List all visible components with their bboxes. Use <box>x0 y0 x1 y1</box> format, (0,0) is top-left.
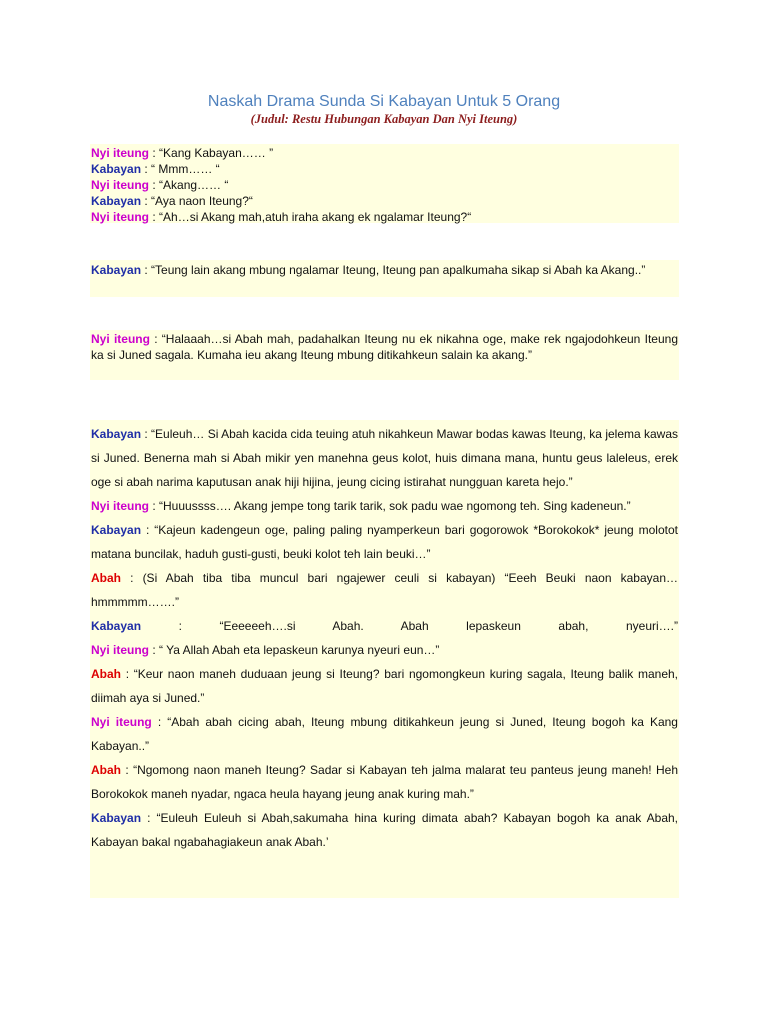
speaker-label: Kabayan <box>91 194 142 208</box>
dialogue-text: : “ Mmm…… “ <box>141 162 220 176</box>
speaker-label: Nyi iteung <box>91 332 150 346</box>
dialogue-block-3 <box>90 330 679 380</box>
dialogue-paragraph <box>91 638 678 662</box>
speaker-label: Nyi iteung <box>91 146 150 160</box>
speaker-label: Kabayan <box>91 162 142 176</box>
dialogue-text: : “Huuussss…. Akang jempe tong tarik tarik, sok padu wae ngomong teh. Sing kadeneun.” <box>149 499 631 513</box>
dialogue-text: : “Kajeun kadengeun oge, paling paling nyamperkeun bari gogorowok *Borokokok* jeung molotot matana buncilak, haduh gusti-gusti, beuki kolot teh lain beuki…” <box>91 523 678 561</box>
dialogue-text: : “Teung lain akang mbung ngalamar Iteung, Iteung pan apalkumaha sikap si Abah ka Akang..” <box>141 263 646 277</box>
speaker-label: Abah <box>91 571 121 585</box>
dialogue-paragraph <box>91 758 678 806</box>
dialogue-text: : “Halaaah…si Abah mah, padahalkan Iteung nu ek nikahna oge, make rek ngajodohkeun Iteung ka si Juned sagala. Kumaha ieu akang Iteung mbung ditikahkeun salain ka akang.” <box>91 332 678 362</box>
dialogue-text: : “Abah abah cicing abah, Iteung mbung ditikahkeun jeung si Juned, Iteung bogoh ka Kang Kabayan..” <box>91 715 678 753</box>
dialogue-text: : “Euleuh… Si Abah kacida cida teuing atuh nikahkeun Mawar bodas kawas Iteung, ka jelema kawas si Juned. Benerna mah si Abah mikir yen manehna geus kolot, huis dimana mana, huntu geus laleleus, erek oge si abah narima kaputusan anak hiji hijina, jeung cicing istirahat nungguan kareta hejo.” <box>91 427 679 489</box>
dialogue-paragraph <box>91 494 678 518</box>
speaker-label: Nyi iteung <box>91 499 150 513</box>
dialogue-paragraph <box>91 710 678 758</box>
dialogue-line <box>91 193 678 209</box>
dialogue-text: : “ Ya Allah Abah eta lepaskeun karunya nyeuri eun…” <box>149 643 440 657</box>
dialogue-paragraph <box>91 422 678 494</box>
speaker-label: Abah <box>91 667 121 681</box>
dialogue-block-2 <box>90 260 679 297</box>
dialogue-block-1 <box>90 144 679 223</box>
dialogue-text: : “Aya naon Iteung?“ <box>141 194 253 208</box>
speaker-label: Nyi iteung <box>91 178 150 192</box>
dialogue-paragraph <box>91 566 678 614</box>
dialogue-text: : “Ngomong naon maneh Iteung? Sadar si Kabayan teh jalma malarat teu panteus jeung maneh! Heh Borokokok maneh nyadar, ngaca heula hayang jeung anak kuring mah.” <box>91 763 678 801</box>
speaker-label: Kabayan <box>91 811 142 825</box>
document-title: Naskah Drama Sunda Si Kabayan Untuk 5 Orang <box>207 93 561 110</box>
speaker-label: Nyi iteung <box>91 715 152 729</box>
dialogue-text: : “Eeeeeeh….si Abah. Abah lepaskeun abah, nyeuri….” <box>141 619 678 633</box>
speaker-label: Nyi iteung <box>91 210 150 224</box>
dialogue-text: : (Si Abah tiba tiba muncul bari ngajewer ceuli si kabayan) “Eeeh Beuki naon kabayan… hmmmmm…….” <box>91 571 678 609</box>
dialogue-paragraph <box>91 262 678 278</box>
dialogue-text: : “Ah…si Akang mah,atuh iraha akang ek ngalamar Iteung?“ <box>149 210 472 224</box>
dialogue-text: : “Kang Kabayan…… ” <box>149 146 274 160</box>
dialogue-line <box>91 161 678 177</box>
speaker-label: Kabayan <box>91 619 142 633</box>
dialogue-text: : “Keur naon maneh duduaan jeung si Iteung? bari ngomongkeun kuring sagala, Iteung balik maneh, diimah aya si Juned.” <box>91 667 678 705</box>
dialogue-text: : “Euleuh Euleuh si Abah,sakumaha hina kuring dimata abah? Kabayan bogoh ka anak Abah, Kabayan bakal ngabahagiakeun anak Abah.’ <box>91 811 678 849</box>
dialogue-paragraph <box>91 806 678 854</box>
dialogue-block-4 <box>90 420 679 898</box>
dialogue-paragraph <box>91 331 678 363</box>
dialogue-paragraph <box>91 518 678 566</box>
speaker-label: Nyi iteung <box>91 643 150 657</box>
document-subtitle: (Judul: Restu Hubungan Kabayan Dan Nyi Iteung) <box>250 112 518 126</box>
dialogue-line <box>91 209 678 225</box>
dialogue-line <box>91 145 678 161</box>
speaker-label: Kabayan <box>91 523 142 537</box>
dialogue-line <box>91 177 678 193</box>
speaker-label: Abah <box>91 763 121 777</box>
speaker-label: Kabayan <box>91 427 142 441</box>
speaker-label: Kabayan <box>91 263 142 277</box>
dialogue-paragraph <box>91 614 678 638</box>
dialogue-paragraph <box>91 662 678 710</box>
dialogue-text: : “Akang…… “ <box>149 178 229 192</box>
